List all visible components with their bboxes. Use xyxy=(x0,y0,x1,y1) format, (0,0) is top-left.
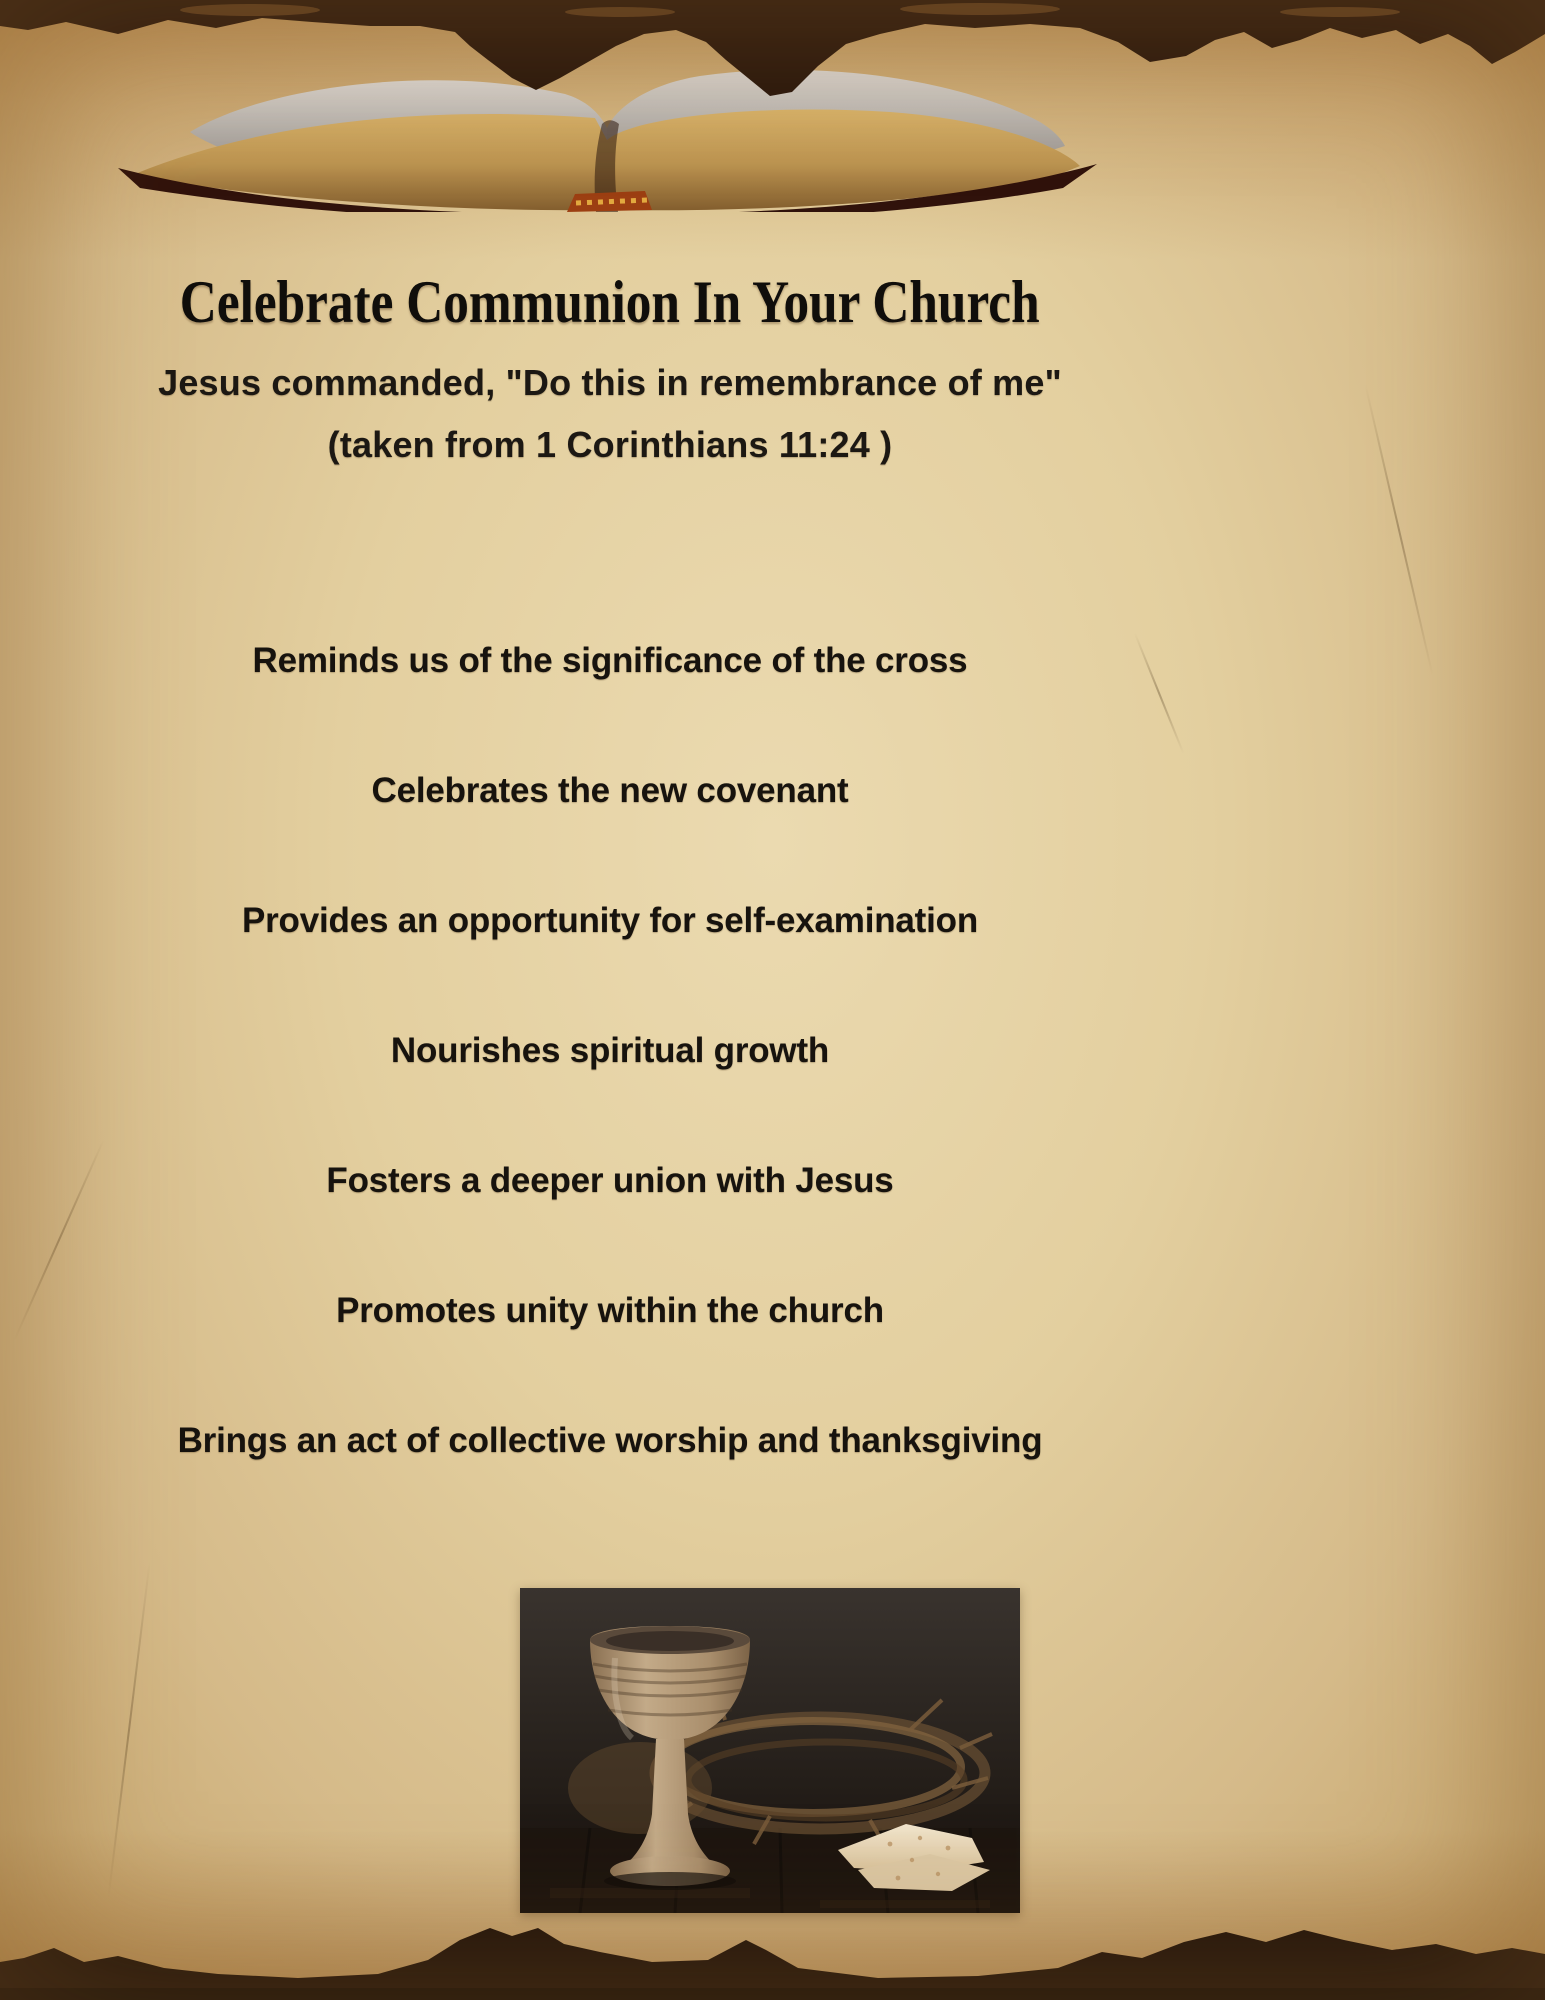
parchment-crease xyxy=(1364,384,1433,677)
benefits-list xyxy=(0,640,1220,1462)
benefit-item: Provides an opportunity for self-examination xyxy=(241,901,979,940)
benefit-item: Fosters a deeper union with Jesus xyxy=(326,1161,894,1200)
benefit-item: Promotes unity within the church xyxy=(336,1291,884,1330)
benefit-item: Celebrates the new covenant xyxy=(371,771,849,810)
torn-edge-top xyxy=(0,0,1545,100)
scripture-reference: (taken from 1 Corinthians 11:24 ) xyxy=(327,424,893,465)
benefit-item: Reminds us of the significance of the cross xyxy=(252,641,968,680)
communion-photo xyxy=(520,1588,1020,1913)
subtitle-quote: Jesus commanded, "Do this in remembrance of me" xyxy=(158,362,1062,403)
poster-title-text: Celebrate Communion In Your Church xyxy=(180,269,1040,336)
benefit-item: Brings an act of collective worship and thanksgiving xyxy=(177,1421,1043,1460)
poster-subtitle xyxy=(0,352,1220,476)
benefit-item: Nourishes spiritual growth xyxy=(390,1031,830,1070)
poster-title xyxy=(0,270,1220,335)
torn-edge-bottom xyxy=(0,1920,1545,2000)
